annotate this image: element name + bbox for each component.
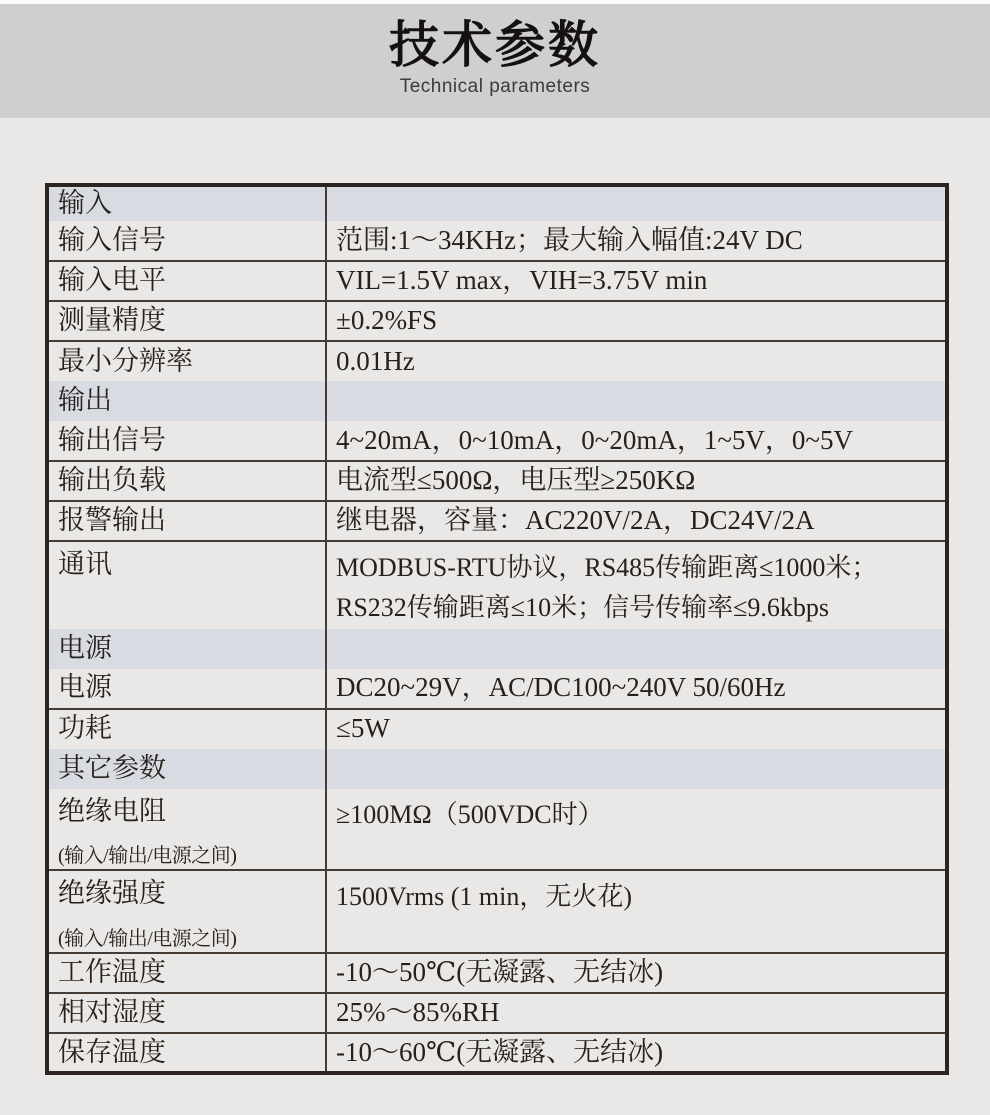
spec-table-wrap (45, 183, 949, 1075)
table-row (47, 953, 947, 993)
page-subtitle: Technical parameters (399, 76, 591, 97)
table-row (47, 341, 947, 381)
table-row-insulation-resistance (47, 789, 947, 871)
spec-table (45, 183, 949, 1075)
param-value: 继电器，容量：AC220V/2A，DC24V/2A (326, 501, 947, 541)
param-label: 输入电平 (47, 261, 326, 301)
section-row-other (47, 749, 947, 789)
param-label: 工作温度 (47, 953, 326, 993)
param-label (47, 789, 326, 871)
title-block (0, 16, 990, 99)
param-value: 电流型≤500Ω，电压型≥250KΩ (326, 461, 947, 501)
table-row (47, 421, 947, 461)
param-value: 0.01Hz (326, 341, 947, 381)
param-label (47, 870, 326, 953)
param-label-sub: (输入/输出/电源之间) (58, 928, 237, 951)
section-row-input (47, 185, 947, 221)
table-row (47, 301, 947, 341)
param-label-main: 绝缘强度 (58, 878, 166, 909)
param-value: 范围:1～34KHz；最大输入幅值:24V DC (336, 224, 803, 255)
param-value: ±0.2%FS (326, 301, 947, 341)
param-value: VIL=1.5V max，VIH=3.75V min (326, 261, 947, 301)
param-label: 通讯 (47, 541, 326, 629)
param-value: ≤5W (326, 709, 947, 749)
param-label: 电源 (47, 669, 326, 709)
param-value: MODBUS-RTU协议，RS485传输距离≤1000米；RS232传输距离≤10米；信号传输率≤9.6kbps (326, 541, 947, 629)
table-row (47, 501, 947, 541)
param-label-main: 绝缘电阻 (58, 795, 166, 826)
param-label: 最小分辨率 (47, 341, 326, 381)
param-label: 输出信号 (47, 421, 326, 461)
table-row (47, 1033, 947, 1073)
param-value: 1500Vrms (1 min，无火花) (326, 870, 947, 953)
param-label: 相对湿度 (47, 993, 326, 1033)
table-row-communication (47, 541, 947, 629)
section-value (326, 629, 947, 669)
param-label: 功耗 (47, 709, 326, 749)
param-value: -10～50℃(无凝露、无结冰) (326, 953, 947, 993)
table-row (47, 221, 947, 261)
section-row-output (47, 381, 947, 421)
param-label: 输入信号 (47, 221, 326, 261)
table-row (47, 261, 947, 301)
param-value: ≥100MΩ（500VDC时） (336, 799, 604, 829)
section-label: 输出 (47, 381, 326, 421)
param-label: 保存温度 (47, 1033, 326, 1073)
param-value: DC20~29V，AC/DC100~240V 50/60Hz (336, 672, 786, 703)
table-row (47, 993, 947, 1033)
table-row-insulation-strength (47, 870, 947, 953)
param-label: 测量精度 (47, 301, 326, 341)
page-title: 技术参数 (389, 17, 601, 73)
table-row (47, 709, 947, 749)
section-value (326, 185, 947, 221)
section-label: 输入 (47, 185, 326, 221)
param-label: 报警输出 (47, 501, 326, 541)
param-value: 4~20mA，0~10mA，0~20mA，1~5V，0~5V (336, 424, 854, 455)
param-label: 输出负载 (47, 461, 326, 501)
section-value (326, 749, 947, 789)
section-label: 电源 (47, 629, 326, 669)
param-value: -10～60℃(无凝露、无结冰) (326, 1033, 947, 1073)
table-row (47, 669, 947, 709)
section-row-power (47, 629, 947, 669)
section-label: 其它参数 (47, 749, 326, 789)
param-value: 25%～85%RH (326, 993, 947, 1033)
section-value (326, 381, 947, 421)
param-label-sub: (输入/输出/电源之间) (58, 845, 237, 868)
table-row (47, 461, 947, 501)
